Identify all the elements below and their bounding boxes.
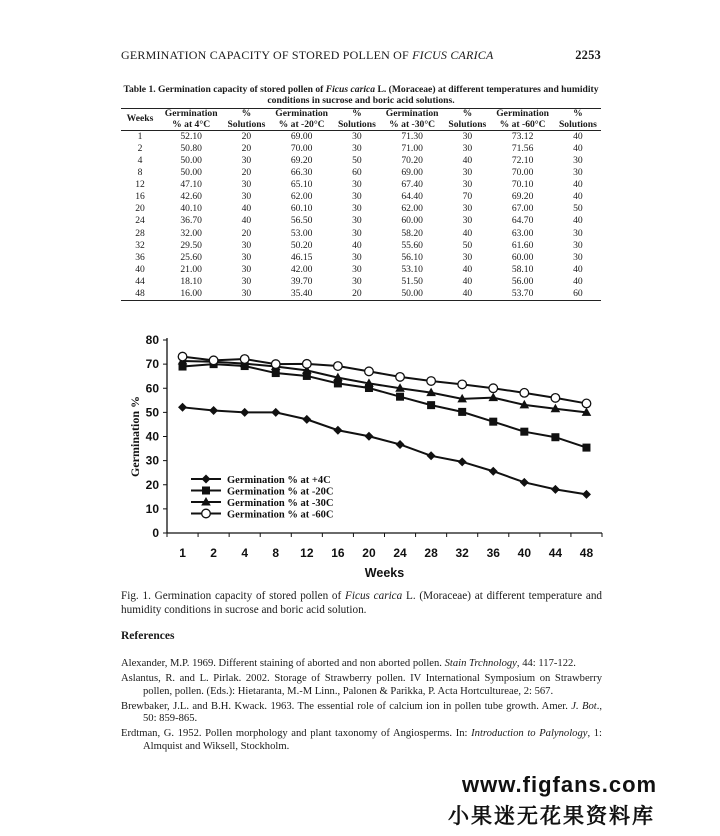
x-tick-label: 32	[455, 546, 469, 560]
table-cell: 4	[137, 154, 143, 166]
col-s3: %	[444, 109, 490, 120]
table-cell: 12	[135, 179, 145, 191]
series-2-point	[272, 369, 280, 377]
table-cell: 30	[223, 288, 269, 301]
table-cell: 32	[135, 239, 145, 251]
series-1-point	[520, 478, 529, 487]
table-cell: 30	[241, 191, 252, 203]
table-cell: 50.80	[180, 142, 202, 154]
reference-item: Brewbaker, J.L. and B.H. Kwack. 1963. The essential role of calcium ion in pollen tube growth. Amer. J. Bot., 50: 859-865.	[121, 700, 602, 725]
germination-table	[121, 108, 601, 301]
table-cell: 40	[573, 215, 583, 227]
table-cell: 56.10	[401, 251, 423, 263]
table-cell: 30	[352, 275, 362, 287]
table-row	[121, 167, 601, 179]
series-4-point	[520, 389, 529, 398]
col-s1-sub: Solutions	[223, 120, 269, 131]
table-cell: 50	[462, 239, 473, 251]
table-cell: 53.70	[490, 288, 554, 301]
line-chart	[121, 325, 606, 583]
series-2-point	[458, 408, 466, 416]
table-cell: 30	[352, 251, 362, 263]
table-cell: 50.00	[180, 154, 202, 166]
x-tick-label: 40	[517, 546, 532, 560]
series-2-point	[489, 418, 497, 426]
table-cell: 20	[135, 203, 145, 215]
series-4-point	[582, 399, 591, 408]
table-cell: 71.00	[401, 142, 423, 154]
table-cell: 8	[137, 167, 143, 179]
y-tick-label: 40	[145, 429, 159, 444]
series-1-point	[364, 432, 373, 441]
table-cell: 70	[462, 191, 473, 203]
series-1-point	[271, 408, 280, 417]
col-weeks: Weeks	[121, 109, 159, 131]
table-cell: 30	[573, 239, 583, 251]
table-row	[121, 155, 601, 167]
table-cell: 65.10	[290, 179, 313, 191]
table-cell: 71.56	[511, 142, 534, 154]
series-2-point	[551, 433, 559, 441]
table-cell: 40	[462, 227, 473, 239]
series-4-point	[458, 380, 467, 389]
col-s3-sub: Solutions	[444, 120, 490, 131]
table-cell: 30	[241, 154, 252, 166]
series-1-point	[582, 490, 591, 499]
table-cell: 30	[352, 142, 362, 154]
table-cell: 58.20	[401, 227, 423, 239]
table-cell: 20	[241, 167, 252, 179]
x-tick-label: 1	[179, 546, 186, 560]
series-2-point	[427, 401, 435, 409]
x-axis-title: Weeks	[364, 566, 405, 580]
table-cell: 40	[462, 275, 473, 287]
table-cell: 69.20	[511, 191, 534, 203]
table-cell: 30	[241, 179, 252, 191]
series-4-point	[551, 394, 560, 403]
table-header-row-2	[121, 120, 601, 131]
table-cell: 20	[241, 130, 252, 142]
table-cell: 70.20	[401, 154, 423, 166]
reference-item: Alexander, M.P. 1969. Different staining of aborted and non aborted pollen. Stain Trchnology, 44: 117-122.	[121, 658, 576, 669]
series-4-point	[365, 367, 374, 376]
table-cell: 55.60	[401, 239, 423, 251]
series-1-point	[427, 451, 436, 460]
series-2-point	[520, 428, 528, 436]
table-cell: 24	[135, 215, 145, 227]
table-cell: 30	[462, 130, 473, 142]
table-cell: 40	[573, 130, 583, 142]
table-cell: 30	[573, 167, 583, 179]
col-g4: Germination	[159, 109, 223, 120]
watermark-url: www.figfans.com	[462, 772, 658, 797]
table-row	[121, 264, 601, 276]
y-tick-label: 50	[145, 405, 159, 420]
col-s4: %	[555, 109, 601, 120]
table-cell: 40.10	[180, 203, 202, 215]
table-row	[121, 240, 601, 252]
table-cell: 62.00	[401, 203, 423, 215]
legend-marker	[202, 509, 211, 518]
table-cell: 40	[573, 179, 583, 191]
series-1-point	[458, 457, 467, 466]
table-cell: 30	[573, 251, 583, 263]
table-cell: 58.10	[511, 263, 534, 275]
table-caption: Table 1. Germination capacity of stored pollen of Ficus carica L. (Moraceae) at different temperatures and humidity conditions in sucrose and boric acid solutions.	[123, 84, 599, 106]
col-g30-sub: % at -30°C	[380, 120, 444, 131]
table-cell: 20	[241, 142, 252, 154]
table-cell: 46.15	[290, 251, 313, 263]
series-1-point	[333, 426, 342, 435]
x-tick-label: 48	[579, 546, 594, 560]
page-number: 2253	[575, 48, 601, 62]
y-tick-label: 80	[145, 333, 159, 347]
table-cell: 60.00	[401, 215, 423, 227]
col-g4-sub: % at 4°C	[159, 120, 223, 131]
table-body	[121, 131, 601, 301]
table-cell: 56.50	[290, 215, 313, 227]
table-cell: 50.00	[180, 167, 202, 179]
references-heading: References	[121, 630, 175, 642]
table-cell: 16.00	[159, 288, 223, 301]
table-cell: 70.00	[511, 167, 534, 179]
table-cell: 69.20	[290, 154, 313, 166]
table-cell: 21.00	[180, 263, 202, 275]
y-tick-label: 70	[145, 357, 159, 372]
table-row	[121, 179, 601, 191]
table-cell: 30	[352, 215, 362, 227]
col-g30: Germination	[380, 109, 444, 120]
legend-label: Germination % at -20C	[227, 486, 334, 498]
table-cell: 40	[573, 191, 583, 203]
table-cell: 30	[352, 130, 362, 142]
table-cell: 40	[462, 263, 473, 275]
table-cell: 60.00	[511, 251, 534, 263]
table-cell: 69.00	[290, 130, 313, 142]
series-2-point	[396, 393, 404, 401]
table-cell: 35.40	[269, 288, 333, 301]
table-cell: 29.50	[180, 239, 202, 251]
table-cell: 50.20	[290, 239, 313, 251]
x-tick-label: 36	[486, 546, 500, 560]
table-cell: 69.00	[401, 167, 423, 179]
table-cell: 50.00	[380, 288, 444, 301]
table-cell: 30	[462, 179, 473, 191]
series-1-point	[396, 440, 405, 449]
figure-chart	[121, 325, 606, 583]
table-cell: 71.30	[401, 130, 423, 142]
series-4-point	[303, 360, 312, 369]
table-row	[121, 228, 601, 240]
table-cell: 28	[135, 227, 145, 239]
y-tick-label: 10	[145, 501, 159, 516]
y-tick-label: 30	[145, 453, 159, 468]
table-cell: 30	[352, 227, 362, 239]
x-tick-label: 20	[362, 546, 376, 560]
x-tick-label: 16	[331, 546, 345, 560]
table-cell: 36.70	[180, 215, 202, 227]
table-cell: 40	[135, 263, 145, 275]
table-cell: 73.12	[511, 130, 534, 142]
col-s4-sub: Solutions	[555, 120, 601, 131]
table-cell: 30	[462, 142, 473, 154]
table-cell: 60.10	[290, 203, 313, 215]
x-tick-label: 44	[548, 546, 563, 560]
table-cell: 36	[135, 251, 145, 263]
table-cell: 30	[241, 239, 252, 251]
x-tick-label: 12	[300, 546, 314, 560]
col-g60: Germination	[490, 109, 554, 120]
y-tick-label: 20	[145, 477, 159, 492]
watermark-chinese: 小果迷无花果资料库	[448, 805, 655, 828]
series-4-point	[209, 356, 218, 365]
running-head	[121, 48, 601, 63]
legend-marker	[202, 487, 210, 495]
x-tick-label: 24	[393, 546, 407, 560]
table-cell: 64.40	[401, 191, 423, 203]
legend-label: Germination % at -30C	[227, 498, 334, 509]
legend-label: Germination % at +4C	[227, 475, 331, 486]
table-row	[121, 276, 601, 288]
series-1-point	[551, 485, 560, 494]
y-tick-label: 0	[152, 526, 159, 540]
table-cell: 40	[241, 203, 252, 215]
table-cell: 70.00	[290, 142, 313, 154]
table-cell: 20	[241, 227, 252, 239]
table-row	[121, 191, 601, 203]
series-4-point	[489, 384, 498, 393]
table-cell: 42.60	[180, 191, 202, 203]
table-row	[121, 288, 601, 301]
table-cell: 40	[573, 142, 583, 154]
table-cell: 53.10	[401, 263, 423, 275]
table-row	[121, 216, 601, 228]
x-tick-label: 4	[241, 546, 249, 560]
table-cell: 30	[241, 251, 252, 263]
table-cell: 30	[352, 203, 362, 215]
series-2-point	[582, 444, 590, 452]
x-tick-label: 28	[424, 546, 438, 560]
table-cell: 40	[462, 154, 473, 166]
table-cell: 30	[352, 263, 362, 275]
table-cell: 63.00	[511, 227, 534, 239]
table-cell: 30	[462, 203, 473, 215]
table-cell: 44	[135, 275, 145, 287]
col-g20-sub: % at -20°C	[269, 120, 333, 131]
series-1-point	[302, 415, 311, 424]
table-cell: 56.00	[511, 275, 534, 287]
col-s2: %	[334, 109, 380, 120]
x-tick-label: 8	[272, 546, 280, 560]
references-list	[121, 658, 602, 756]
table-cell: 70.10	[511, 179, 534, 191]
table-cell: 1	[137, 130, 143, 142]
table-cell: 25.60	[180, 251, 202, 263]
table-cell: 40	[241, 215, 252, 227]
table-cell: 30	[462, 215, 473, 227]
series-4-point	[240, 355, 249, 364]
table-cell: 30	[462, 251, 473, 263]
series-4-point	[334, 362, 343, 371]
table-cell: 64.70	[511, 215, 534, 227]
table-cell: 32.00	[180, 227, 202, 239]
col-s2-sub: Solutions	[334, 120, 380, 131]
reference-item: Erdtman, G. 1952. Pollen morphology and plant taxonomy of Angiosperms. In: Introduction to Palynology, 1: Almquist and Wiksell, Stockholm.	[121, 728, 602, 752]
legend-marker	[202, 475, 211, 484]
table-cell: 62.00	[290, 191, 313, 203]
table-cell: 30	[352, 191, 362, 203]
table-cell: 51.50	[401, 275, 423, 287]
series-1-point	[489, 467, 498, 476]
series-1-point	[178, 403, 187, 412]
table-cell: 30	[241, 275, 252, 287]
series-4-point	[427, 377, 436, 386]
col-s1: %	[223, 109, 269, 120]
table-cell: 61.60	[511, 239, 534, 251]
table-cell: 40	[573, 263, 583, 275]
table-cell: 67.00	[511, 203, 534, 215]
series-4-point	[178, 352, 187, 361]
y-tick-label: 60	[145, 381, 159, 396]
table-row	[121, 131, 601, 144]
table-cell: 52.10	[180, 130, 202, 142]
table-cell: 42.00	[290, 263, 313, 275]
table-row	[121, 252, 601, 264]
table-cell: 40	[573, 275, 583, 287]
col-g60-sub: % at -60°C	[490, 120, 554, 131]
running-title: GERMINATION CAPACITY OF STORED POLLEN OF FICUS CARICA	[121, 48, 494, 62]
table-cell: 30	[462, 167, 473, 179]
table-row	[121, 143, 601, 155]
table-cell: 48	[121, 288, 159, 301]
table-cell: 16	[135, 191, 145, 203]
series-1-point	[209, 406, 218, 415]
table-cell: 50	[573, 203, 583, 215]
table-cell: 2	[137, 142, 143, 154]
series-4-point	[396, 373, 405, 382]
reference-item: Aslantus, R. and L. Pirlak. 2002. Storage of Strawberry pollen. IV International Symposium on Strawberry pollen, pollen. (Eds.): Hietaranta, M.-M Linn., Palonen & Parikka, P. Acta Hortcultureae, 2: 567.	[121, 673, 602, 697]
table-cell: 53.00	[290, 227, 313, 239]
figure-caption: Fig. 1. Germination capacity of stored pollen of Ficus carica L. (Moraceae) at different temperature and humidity conditions in sucrose and boric acid solution.	[121, 590, 603, 616]
table-cell: 39.70	[290, 275, 313, 287]
legend-label: Germination % at -60C	[227, 509, 334, 521]
col-g20: Germination	[269, 109, 333, 120]
series-4-point	[271, 360, 280, 369]
table-cell: 30	[573, 227, 583, 239]
table-row	[121, 204, 601, 216]
series-1-point	[240, 408, 249, 417]
table-cell: 18.10	[180, 275, 202, 287]
table-cell: 60	[352, 167, 362, 179]
table-cell: 30	[352, 179, 362, 191]
table-cell: 67.40	[401, 179, 423, 191]
table-cell: 50	[352, 154, 362, 166]
table-cell: 20	[334, 288, 380, 301]
table-cell: 40	[352, 239, 362, 251]
y-axis-title: Germination %	[128, 396, 142, 477]
table-cell: 30	[573, 154, 583, 166]
table-cell: 60	[555, 288, 601, 301]
table-cell: 66.30	[290, 167, 313, 179]
table-cell: 72.10	[511, 154, 534, 166]
table-cell: 47.10	[180, 179, 202, 191]
table-header-row	[121, 109, 601, 120]
x-tick-label: 2	[210, 546, 217, 560]
table-cell: 30	[241, 263, 252, 275]
table-cell: 40	[444, 288, 490, 301]
